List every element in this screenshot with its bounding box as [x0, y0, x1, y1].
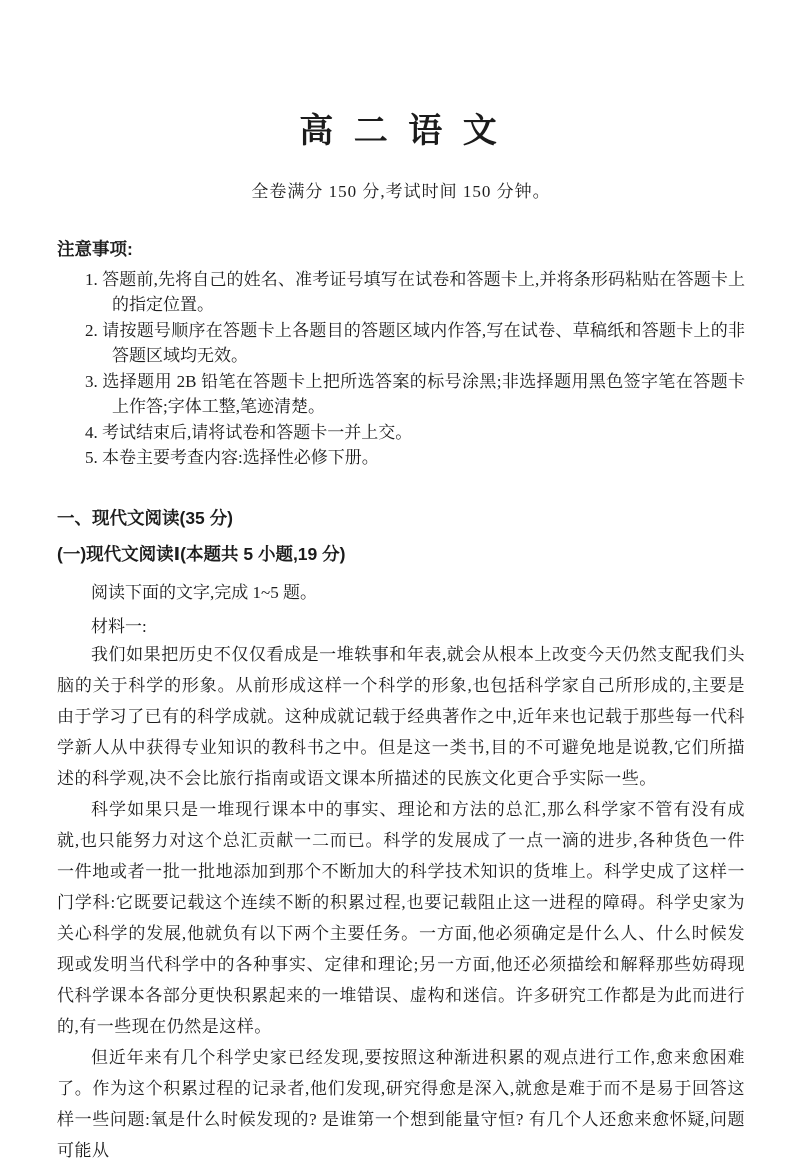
- section-heading-modern-reading: 一、现代文阅读(35 分): [57, 507, 233, 528]
- subsection-heading-reading-1: (一)现代文阅读Ⅰ(本题共 5 小题,19 分): [57, 543, 346, 564]
- material-paragraph-1: 我们如果把历史不仅仅看成是一堆轶事和年表,就会从根本上改变今天仍然支配我们头脑的关于科学的形象。从前形成这样一个科学的形象,也包括科学家自己所形成的,主要是由于学习了已有的科学成就。这种成就记载于经典著作之中,近年来也记载于那些每一代科学新人从中获得专业知识的教科书之中。但是这一类书,目的不可避免地是说教,它们所描述的科学观,决不会比旅行指南或语文课本所描述的民族文化更合乎实际一些。: [57, 644, 745, 788]
- material-paragraph-3: 但近年来有几个科学史家已经发现,要按照这种渐进积累的观点进行工作,愈来愈困难了。作为这个积累过程的记录者,他们发现,研究得愈是深入,就愈是难于而不是易于回答这样一些问题:氧是什么时候发现的? 是谁第一个想到能量守恒? 有几个人还愈来愈怀疑,问题可能从: [57, 1047, 745, 1160]
- notice-item-1: 1. 答题前,先将自己的姓名、准考证号填写在试卷和答题卡上,并将条形码粘贴在答题卡上的指定位置。: [85, 269, 745, 315]
- material-paragraph-2: 科学如果只是一堆现行课本中的事实、理论和方法的总汇,那么科学家不管有没有成就,也只能努力对这个总汇贡献一二而已。科学的发展成了一点一滴的进步,各种货色一件一件地或者一批一批地添加到那个不断加大的科学技术知识的货堆上。科学史成了这样一门学科:它既要记载这个连续不断的积累过程,也要记载阻止这一进程的障碍。科学史家为关心科学的发展,他就负有以下两个主要任务。一方面,他必须确定是什么人、什么时候发现或发明当代科学中的各种事实、定律和理论;另一方面,他还必须描绘和解释那些妨碍现代科学课本各部分更快积累起来的一堆错误、虚构和迷信。许多研究工作都是为此而进行的,有一些现在仍然是这样。: [57, 799, 745, 1036]
- notice-section: [57, 236, 745, 471]
- material-one-label: 材料一:: [91, 616, 147, 636]
- notice-item-5: 5. 本卷主要考查内容:选择性必修下册。: [85, 448, 379, 468]
- notice-list: [57, 267, 745, 471]
- notice-item-4: 4. 考试结束后,请将试卷和答题卡一并上交。: [85, 422, 413, 442]
- notice-item-2: 2. 请按题号顺序在答题卡上各题目的答题区域内作答,写在试卷、草稿纸和答题卡上的非答题区域均无效。: [85, 320, 745, 366]
- notice-heading: 注意事项:: [57, 238, 133, 259]
- notice-item-3: 3. 选择题用 2B 铅笔在答题卡上把所选答案的标号涂黑;非选择题用黑色签字笔在答题卡上作答;字体工整,笔迹清楚。: [85, 371, 745, 417]
- paper-subtitle: 全卷满分 150 分,考试时间 150 分钟。: [251, 181, 551, 201]
- reading-instruction: 阅读下面的文字,完成 1~5 题。: [91, 582, 317, 602]
- paper-title: 高 二 语 文: [299, 113, 503, 150]
